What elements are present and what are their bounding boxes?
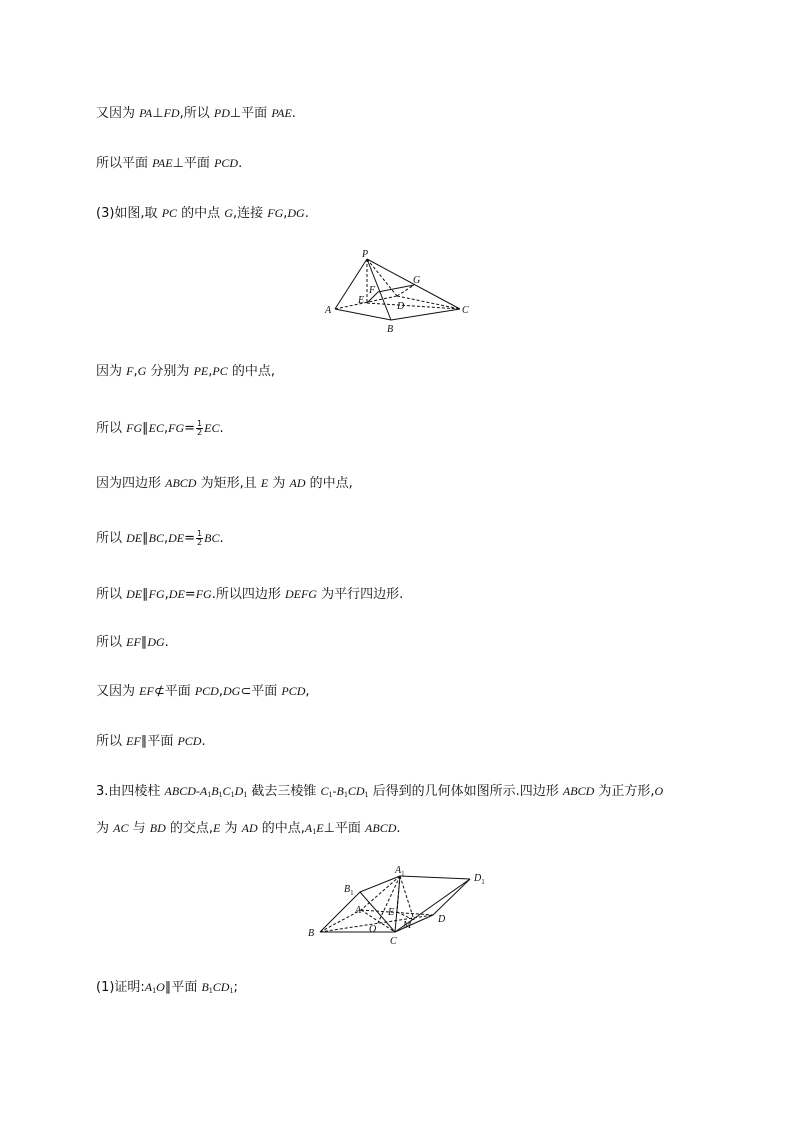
- label-D1: $D_1$: [474, 873, 485, 886]
- edge-BD: [320, 915, 433, 932]
- edge-FG: [378, 285, 414, 292]
- label-A1: $A_1$: [395, 865, 405, 878]
- proof-line-5: 所以 FG∥EC,FG= $\frac{1}{2}$ EC.: [96, 419, 224, 437]
- proof-line-10: 又因为 EF⊄平面 PCD,DG⊂平面 PCD,: [96, 684, 310, 699]
- prism-figure: [300, 862, 500, 948]
- label-P: P: [362, 249, 369, 260]
- proof-line-7: 所以 DE∥BC,DE= $\frac{1}{2}$ BC.: [96, 529, 224, 547]
- proof-line-6: 因为四边形 ABCD 为矩形,且 E 为 AD 的中点,: [96, 476, 353, 491]
- label-M: M: [403, 920, 412, 931]
- label-F: F: [369, 285, 376, 296]
- proof-line-11: 所以 EF∥平面 PCD.: [96, 734, 206, 749]
- edge-D1D: [433, 879, 470, 915]
- fraction-one-half: $\frac{1}{2}$: [197, 529, 203, 547]
- label-O: O: [369, 924, 377, 935]
- label-G: G: [413, 275, 421, 286]
- problem-3-statement: 3.由四棱柱 ABCD-$A_1B_1C_1D_1$ 截去三棱锥 $C_1-B_1CD_1$ 后得到的几何体如图所示.四边形 ABCD 为正方形,O: [96, 784, 664, 799]
- proof-line-3: (3)如图,取 PC 的中点 G,连接 FG,DG.: [96, 206, 309, 221]
- edge-AD: [335, 296, 397, 309]
- label-E: E: [388, 907, 395, 918]
- edge-B1B: [320, 892, 360, 932]
- pyramid-figure: [320, 248, 480, 338]
- label-B: B: [308, 928, 315, 939]
- proof-line-4: 因为 F,G 分别为 PE,PC 的中点,: [96, 364, 275, 379]
- fraction-one-half: $\frac{1}{2}$: [197, 419, 203, 437]
- label-C: C: [462, 305, 469, 316]
- label-C: C: [390, 936, 397, 947]
- problem-3-part-1: (1)证明$:A_1O\parallel$平面 $B_1CD_1$;: [96, 980, 238, 995]
- edge-B1A1: [360, 876, 400, 892]
- label-D: D: [438, 914, 446, 925]
- proof-line-9: 所以 EF∥DG.: [96, 635, 169, 650]
- proof-line-1: 又因为 PA⊥FD,所以 PD⊥平面 PAE.: [96, 106, 296, 121]
- label-B1: $B_1$: [344, 884, 354, 897]
- edge-A1A: [361, 876, 400, 910]
- label-D: D: [397, 301, 405, 312]
- edge-AB: [335, 309, 391, 320]
- label-A: A: [355, 905, 362, 916]
- proof-line-8: 所以 DE∥FG,DE=FG.所以四边形 DEFG 为平行四边形.: [96, 587, 404, 602]
- problem-3-statement-cont: 为 AC 与 BD 的交点,E 为 AD 的中点$,A_1E\perp$平面 ABCD.: [96, 821, 401, 836]
- edge-A1D1: [400, 876, 470, 879]
- label-E: E: [358, 295, 365, 306]
- label-B: B: [387, 324, 394, 335]
- label-A: A: [325, 305, 332, 316]
- edge-A1C: [395, 876, 400, 932]
- proof-line-2: 所以平面 PAE⊥平面 PCD.: [96, 156, 243, 171]
